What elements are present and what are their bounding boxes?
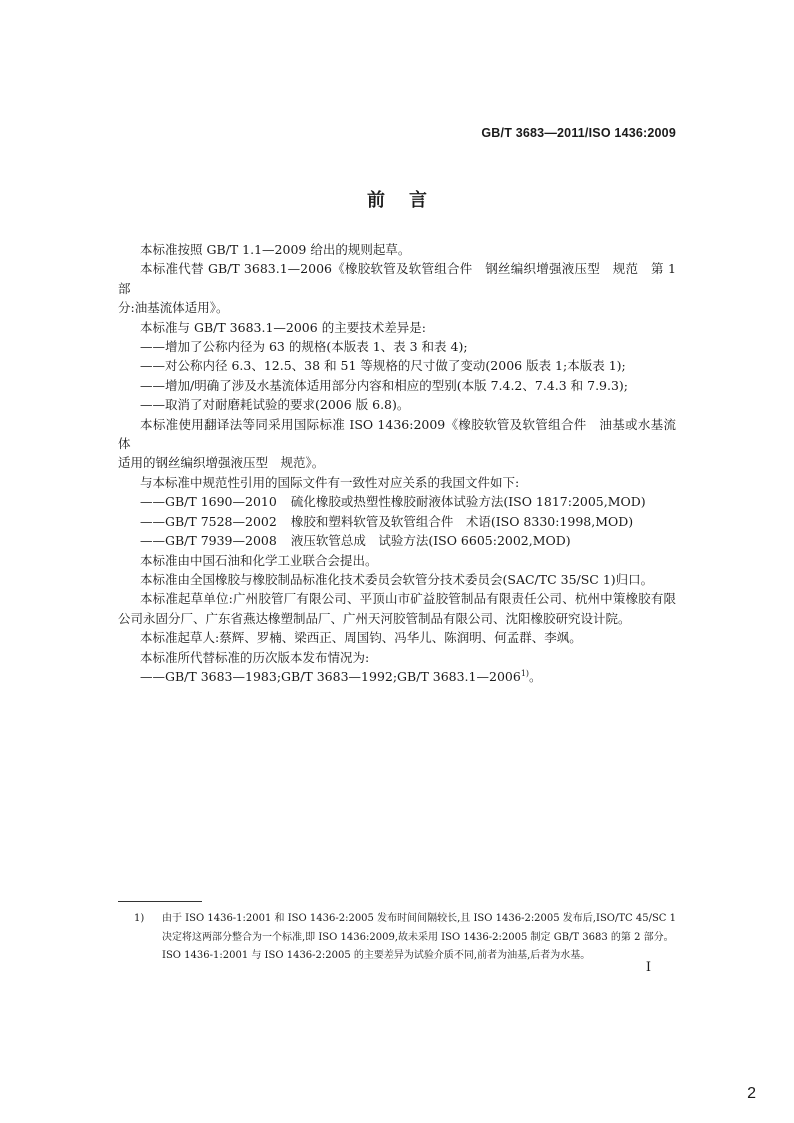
reference-code: ——GB/T 7939—2008 [140,533,277,549]
reference-code: ——GB/T 1690—2010 [140,494,277,510]
paragraph-replaces-line2: 分:油基流体适用》。 [118,300,229,316]
paragraph-drafting-rules: 本标准按照 GB/T 1.1—2009 给出的规则起草。 [140,242,411,257]
reference-item-3 [118,531,676,550]
paragraph-proposer: 本标准由中国石油和化学工业联合会提出。 [140,552,378,568]
paragraph-history-intro: 本标准所代替标准的历次版本发布情况为: [140,649,370,665]
reference-item-1 [118,492,676,511]
paragraph-drafting-units-line1: 本标准起草单位:广州胶管厂有限公司、平顶山市矿益胶管制品有限责任公司、杭州中策橡胶有限 [140,591,676,607]
roman-page-number: I [645,960,651,975]
paragraph-drafters: 本标准起草人:蔡辉、罗楠、梁西正、周国钧、冯华儿、陈润明、何孟群、李飒。 [140,630,582,646]
page-title: 前言 [367,190,451,211]
footnote-number: 1) [134,913,145,924]
history-item [118,667,676,686]
history-end: 。 [529,668,542,684]
difference-item-2: ——对公称内径 6.3、12.5、38 和 51 等规格的尺寸做了变动(2006 版表 1;本版表 1); [140,358,626,374]
standard-code: GB/T 3683—2011/ISO 1436:2009 [481,126,676,140]
paragraph-differences-intro: 本标准与 GB/T 3683.1—2006 的主要技术差异是: [140,319,426,335]
difference-item-4: ——取消了对耐磨耗试验的要求(2006 版 6.8)。 [140,397,410,413]
paragraph-adoption-line1: 本标准使用翻译法等同采用国际标准 ISO 1436:2009《橡胶软管及软管组合件 油基或水基流体 [118,416,676,452]
difference-item-1: ——增加了公称内径为 63 的规格(本版表 1、表 3 和表 4); [140,339,468,355]
footnote-line-3: ISO 1436-1:2001 与 ISO 1436-2:2005 的主要差异为试验介质不同,前者为油基,后者为水基。 [162,950,591,961]
page-number: 2 [747,1085,756,1102]
paragraph-replaces-line1: 本标准代替 GB/T 3683.1—2006《橡胶软管及软管组合件 钢丝编织增强液压型 规范 第 1 部 [118,261,676,296]
history-text: ——GB/T 3683—1983;GB/T 3683—1992;GB/T 3683.1—2006 [140,668,521,684]
difference-item-3: ——增加/明确了涉及水基流体适用部分内容和相应的型别(本版 7.4.2、7.4.3 和 7.9.3); [140,377,629,393]
reference-title: 橡胶和塑料软管及软管组合件 术语(ISO 8330:1998,MOD) [290,513,634,529]
reference-item-2 [118,512,676,531]
footnote-line-1: 由于 ISO 1436-1:2001 和 ISO 1436-2:2005 发布时间间隔较长,且 ISO 1436-2:2005 发布后,ISO/TC 45/SC 1 [162,913,676,924]
paragraph-references-intro: 与本标准中规范性引用的国际文件有一致性对应关系的我国文件如下: [140,474,520,490]
footnote-line-2: 决定将这两部分整合为一个标准,即 ISO 1436:2009,故未采用 ISO 1436-2:2005 制定 GB/T 3683 的第 2 部分。 [162,931,674,943]
paragraph-adoption-line2: 适用的钢丝编织增强液压型 规范》。 [118,455,325,471]
paragraph-drafting-units-line2: 公司永固分厂、广东省燕达橡塑制品厂、广州天河胶管制品有限公司、沈阳橡胶研究设计院。 [118,610,631,626]
footnote [118,910,678,966]
footnote-divider [118,901,202,902]
reference-title: 液压软管总成 试验方法(ISO 6605:2002,MOD) [290,533,571,549]
reference-title: 硫化橡胶或热塑性橡胶耐液体试验方法(ISO 1817:2005,MOD) [290,494,646,510]
foreword-body [118,240,676,686]
reference-code: ——GB/T 7528—2002 [140,513,277,529]
footnote-marker: 1) [520,668,530,678]
paragraph-technical-committee: 本标准由全国橡胶与橡胶制品标准化技术委员会软管分技术委员会(SAC/TC 35/SC 1)归口。 [140,571,654,587]
